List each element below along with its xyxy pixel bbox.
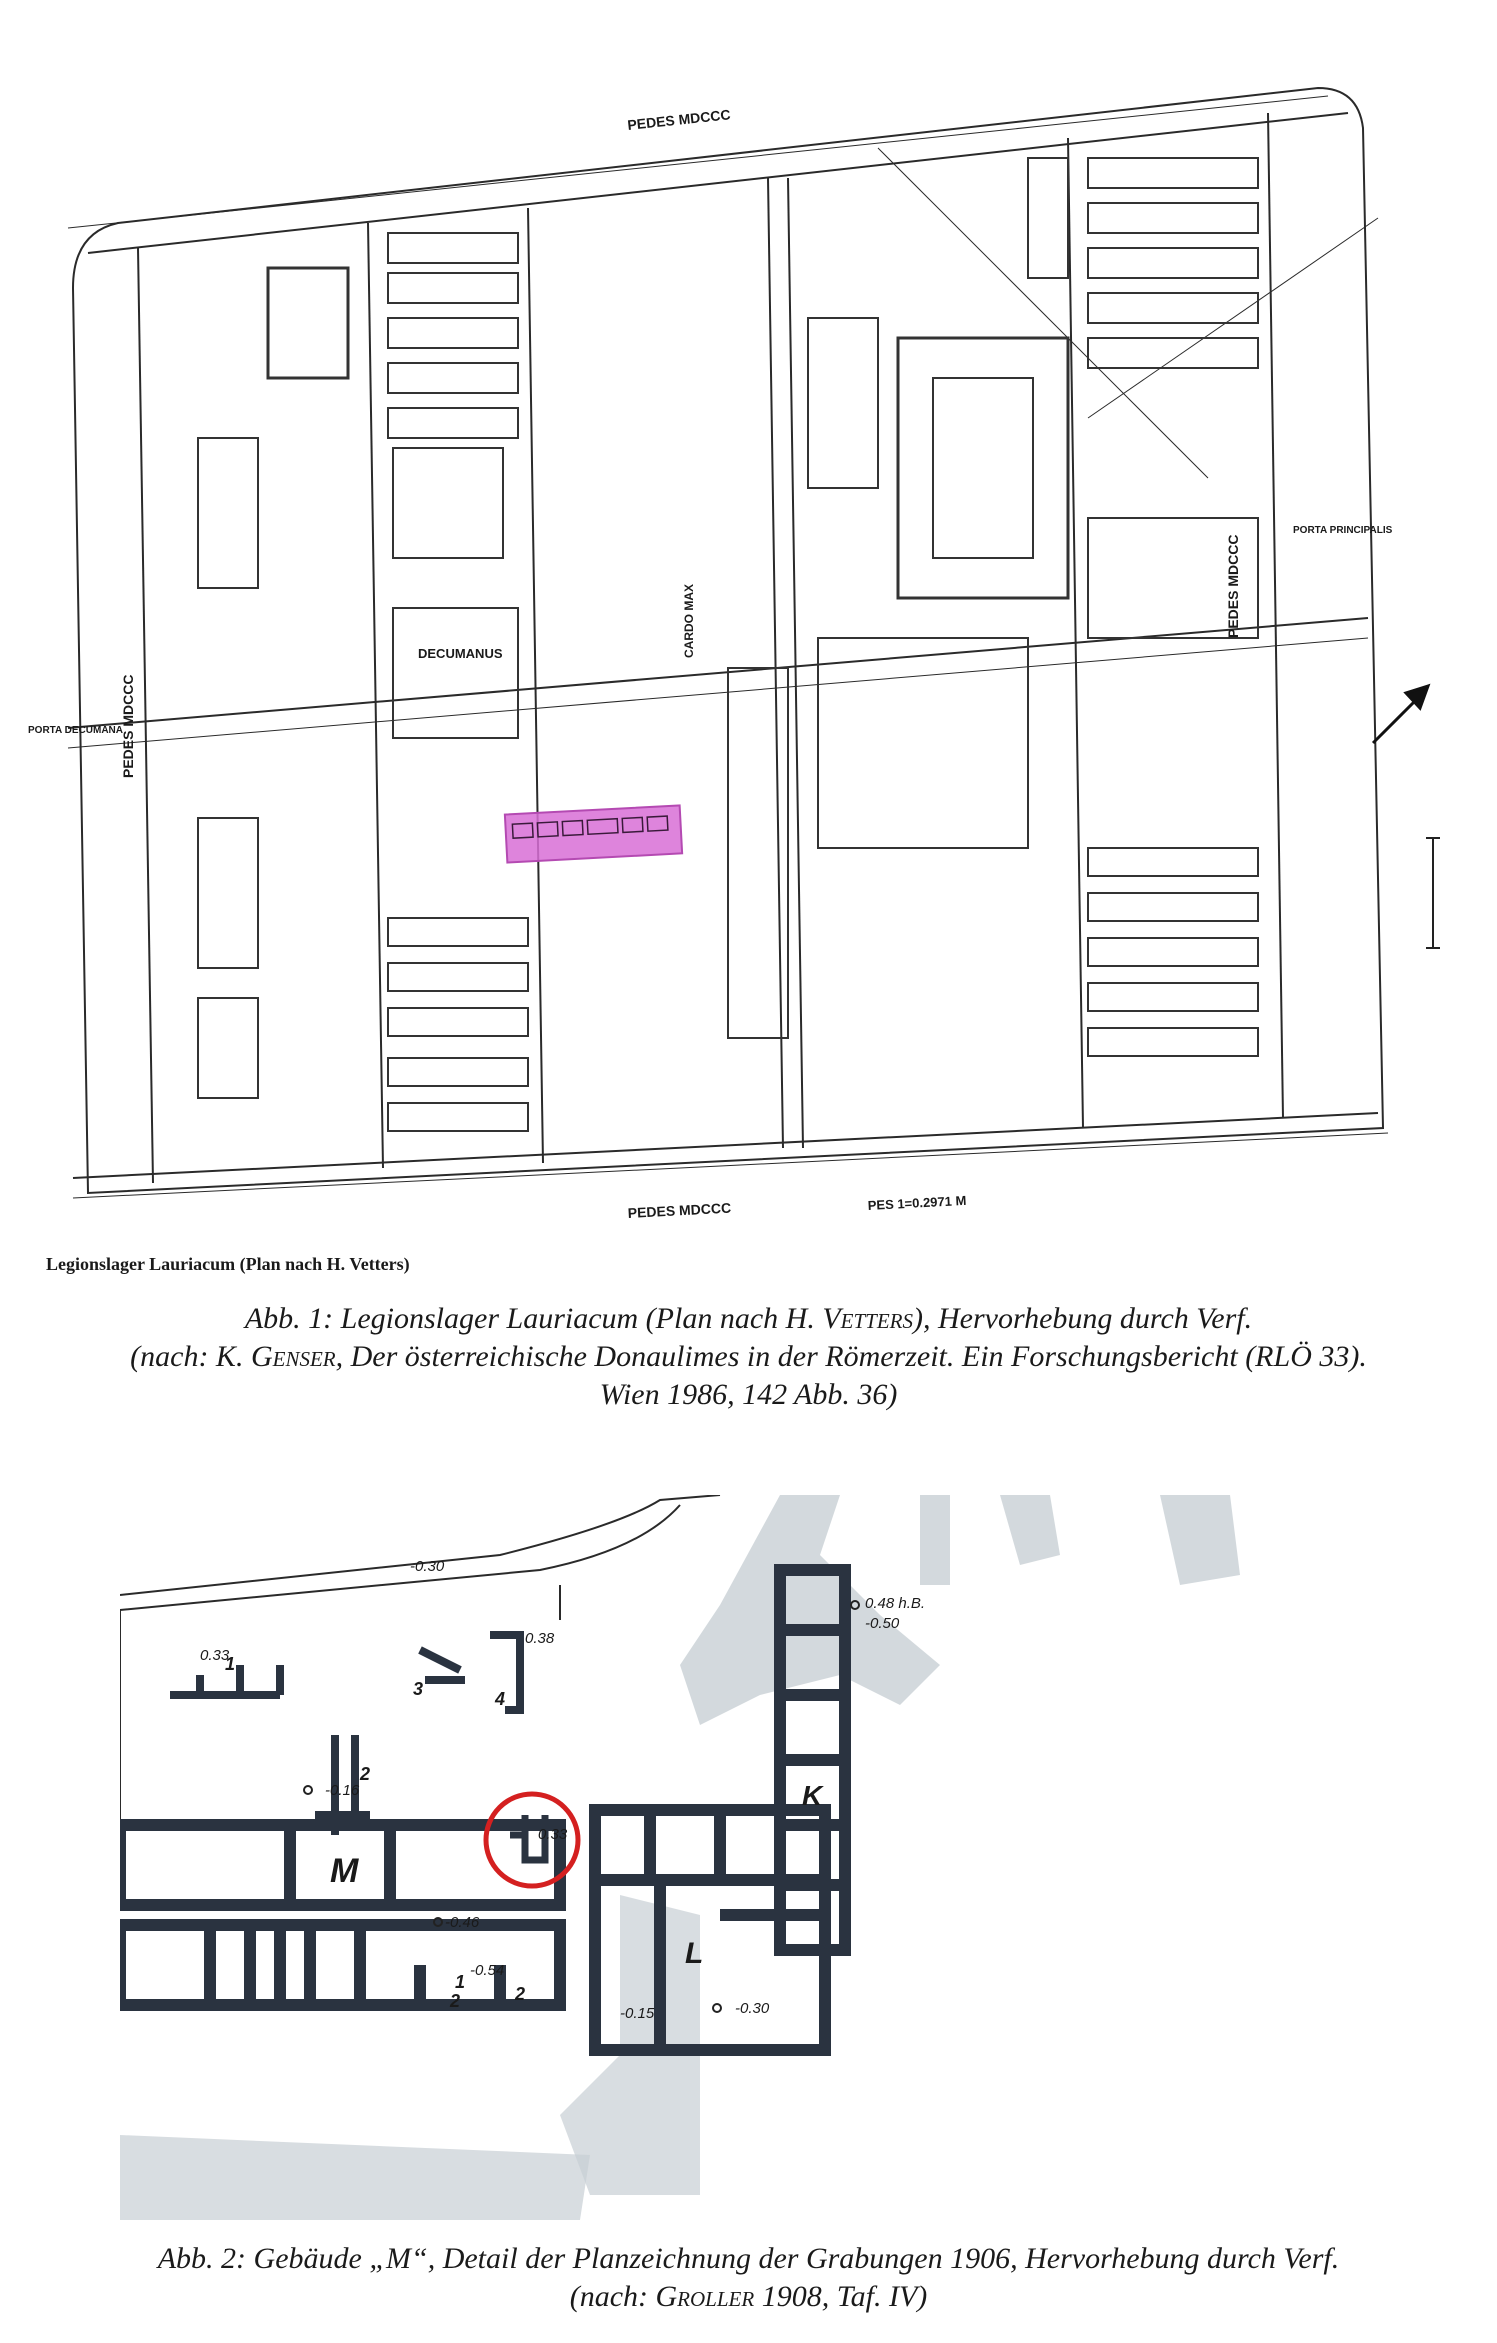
label-decumanus: DECUMANUS	[418, 646, 503, 661]
label-pedes-bottom: PEDES MDCCC	[627, 1199, 732, 1221]
barracks-block-sw	[388, 918, 528, 1131]
elev-015: -0.15	[620, 2005, 655, 2022]
caption-2-line-2: (nach: Groller 1908, Taf. IV)	[569, 2280, 928, 2313]
building-courtyard	[393, 448, 503, 558]
label-num-3: 3	[413, 1679, 424, 1699]
caption-1-line-3: Wien 1986, 142 Abb. 36)	[599, 1378, 898, 1411]
label-pedes-left: PEDES MDCCC	[120, 674, 136, 778]
label-cardo-max: CARDO MAX	[682, 584, 696, 658]
label-m: M	[330, 1852, 359, 1890]
plan-2-drawing	[120, 1495, 1388, 2220]
label-num-4: 4	[495, 1689, 506, 1709]
label-porta-principalis: PORTA PRINCIPALIS	[1293, 525, 1393, 536]
elev-030b: -0.30	[735, 2000, 770, 2017]
label-pedes-top: PEDES MDCCC	[626, 106, 732, 133]
figure-2-building-m-plan	[120, 1495, 1388, 2220]
rubble-area-right	[1160, 1495, 1240, 1585]
label-k: K	[802, 1780, 823, 1811]
plan-inner-caption: Legionslager Lauriacum (Plan nach H. Vetters)	[46, 1254, 410, 1274]
elev-038: 0.38	[525, 1630, 555, 1647]
elev-033b: 0.33	[538, 1826, 568, 1843]
label-num-1b: 1	[455, 1972, 466, 1992]
barracks-block-se	[1088, 848, 1258, 1056]
figure-2-caption	[0, 2240, 1497, 2316]
elev-048: 0.48 h.B.	[865, 1595, 926, 1612]
label-num-2c: 2	[450, 1991, 461, 2011]
building-principia-inner	[933, 378, 1033, 558]
north-arrow-icon	[1373, 686, 1428, 743]
label-porta-decumana: PORTA DECUMANA	[28, 725, 123, 736]
building-tribune-house	[268, 268, 348, 378]
structure-3	[420, 1650, 465, 1680]
road-edge	[120, 1495, 720, 1595]
label-scale: PES 1=0.2971 M	[867, 1192, 967, 1213]
scale-bar	[1426, 838, 1440, 948]
elev-016: -0.16	[325, 1782, 360, 1799]
elev-050: -0.50	[865, 1615, 900, 1632]
caption-1-line-2: (nach: K. Genser, Der österreichische Donaulimes in der Römerzeit. Ein Forschungsbericht (RLÖ 33).	[130, 1340, 1367, 1373]
building-tribunes	[1028, 158, 1068, 278]
caption-1-line-1: Abb. 1: Legionslager Lauriacum (Plan nach H. Vetters), Hervorhebung durch Verf.	[244, 1302, 1253, 1335]
elev-046: -0.46	[445, 1914, 480, 1931]
elev-054: -0.54	[470, 1962, 505, 1979]
barracks-block-nw	[388, 233, 518, 438]
label-num-2b: 2	[515, 1984, 526, 2004]
label-num-1: 1	[225, 1654, 236, 1674]
figure-1-legionslager-plan	[28, 18, 1478, 1280]
plan-1-drawing	[28, 18, 1478, 1280]
figure-1-caption	[0, 1300, 1497, 1414]
building-hospital	[808, 318, 878, 488]
barracks-block-ne	[1088, 158, 1258, 368]
elev-030a: -0.30	[410, 1558, 445, 1575]
caption-2-line-1: Abb. 2: Gebäude „M“, Detail der Planzeichnung der Grabungen 1906, Hervorhebung durch Verf.	[157, 2242, 1340, 2275]
label-num-2: 2	[360, 1764, 371, 1784]
elev-033: 0.33	[200, 1647, 230, 1664]
label-l: L	[685, 1937, 704, 1970]
barracks-block-west	[198, 438, 258, 1098]
label-pedes-right: PEDES MDCCC	[1225, 534, 1241, 638]
